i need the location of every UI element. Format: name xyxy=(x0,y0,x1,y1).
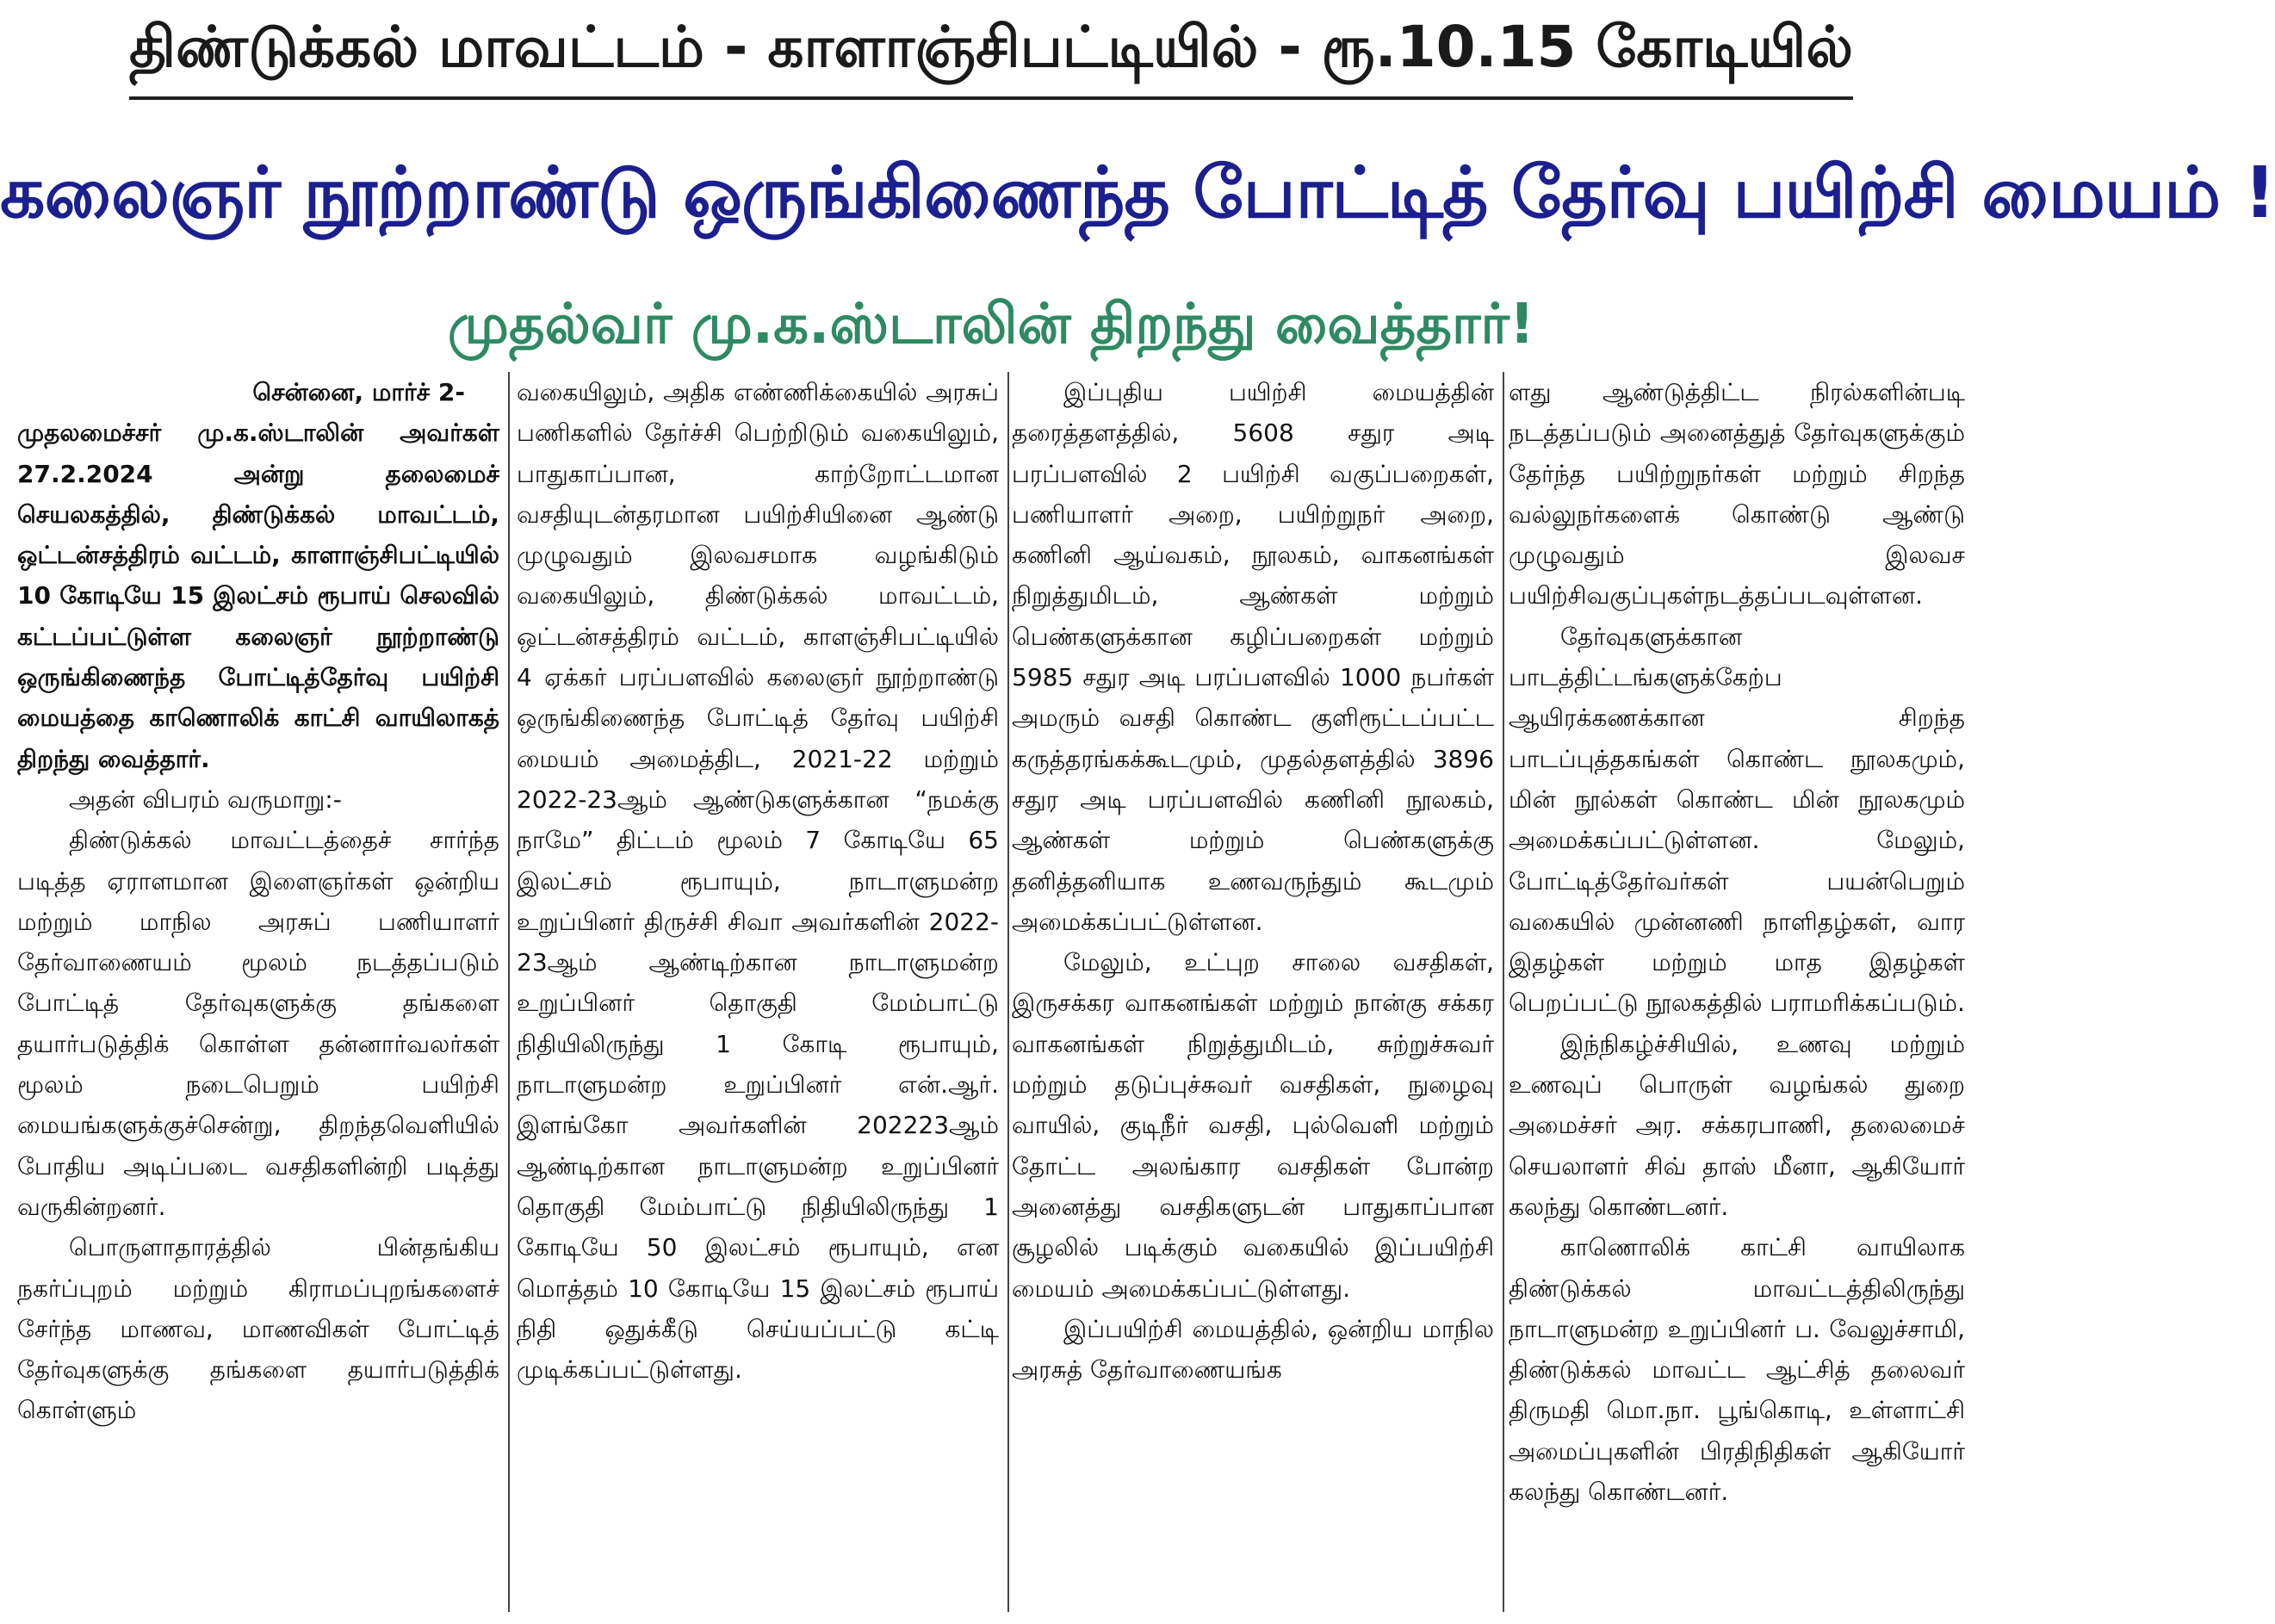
subheadline: முதல்வர் மு.க.ஸ்டாலின் திறந்து வைத்தார்! xyxy=(447,293,1535,356)
kicker-line: திண்டுக்கல் மாவட்டம் - காளாஞ்சிபட்டியில் - ரூ.10.15 கோடியில் xyxy=(128,14,1854,80)
paragraph: தேர்வுகளுக்கான பாடத்திட்டங்களுக்கேற்ப ஆயிரக்கணக்கான சிறந்த பாடப்புத்தகங்கள் கொண்ட நூலகமும், மின் நூல்கள் கொண்ட மின் நூலகமும் அமைக்கப்பட்டுள்ளன. மேலும், போட்டித்தேர்வர்கள் பயன்பெறும் வகையில் முன்னணி நாளிதழ்கள், வார இதழ்கள் மற்றும் மாத இதழ்கள் பெறப்பட்டு நூலகத்தில் பராமரிக்கப்படும். xyxy=(1509,622,1965,1018)
dateline: சென்னை, மார்ச் 2- xyxy=(252,378,465,406)
column-3 xyxy=(1012,372,1494,1612)
column-divider xyxy=(1503,372,1504,1612)
kicker-rule xyxy=(129,96,1853,100)
paragraph: மேலும், உட்புற சாலை வசதிகள், இருசக்கர வாகனங்கள் மற்றும் நான்கு சக்கர வாகனங்கள் நிறுத்துமிடம், சுற்றுச்சுவர் மற்றும் தடுப்புச்சுவர் வசதிகள், நுழைவு வாயில், குடிநீர் வசதி, புல்வெளி மற்றும் தோட்ட அலங்கார வசதிகள் போன்ற அனைத்து வசதிகளுடன் பாதுகாப்பான சூழலில் படிக்கும் வகையில் இப்பயிற்சி மையம் அமைக்கப்பட்டுள்ளது. xyxy=(1012,948,1494,1303)
paragraph: இப்புதிய பயிற்சி மையத்தின் தரைத்தளத்தில், 5608 சதுர அடி பரப்பளவில் 2 பயிற்சி வகுப்பறைகள், பணியாளர் அறை, பயிற்றுநர் அறை, கணினி ஆய்வகம், நூலகம், வாகனங்கள் நிறுத்துமிடம், ஆண்கள் மற்றும் பெண்களுக்கான கழிப்பறைகள் மற்றும் 5985 சதுர அடி பரப்பளவில் 1000 நபர்கள் அமரும் வசதி கொண்ட குளிரூட்டப்பட்ட கருத்தரங்கக்கூடமும், முதல்தளத்தில் 3896 சதுர அடி பரப்பளவில் கணினி நூலகம், ஆண்கள் மற்றும் பெண்களுக்கு தனித்தனியாக உணவருந்தும் கூடமும் அமைக்கப்பட்டுள்ளன. xyxy=(1012,378,1494,936)
paragraph: காணொலிக் காட்சி வாயிலாக திண்டுக்கல் மாவட்டத்திலிருந்து நாடாளுமன்ற உறுப்பினர் ப. வேலுச்சாமி, திண்டுக்கல் மாவட்ட ஆட்சித் தலைவர் திருமதி மொ.நா. பூங்கொடி, உள்ளாட்சி அமைப்புகளின் பிரதிநிதிகள் ஆகியோர் கலந்து கொண்டனர். xyxy=(1509,1233,1965,1507)
paragraph: இந்நிகழ்ச்சியில், உணவு மற்றும் உணவுப் பொருள் வழங்கல் துறை அமைச்சர் அர. சக்கரபாணி, தலைமைச் செயலாளர் சிவ் தாஸ் மீனா, ஆகியோர் கலந்து கொண்டனர். xyxy=(1509,1029,1965,1221)
paragraph: அதன் விபரம் வருமாறு:- xyxy=(69,784,342,814)
paragraph: பொருளாதாரத்தில் பின்தங்கிய நகர்ப்புறம் மற்றும் கிராமப்புறங்களைச் சேர்ந்த மாணவ, மாணவிகள் போட்டித் தேர்வுகளுக்கு தங்களை தயார்படுத்திக் கொள்ளும் xyxy=(17,1233,499,1425)
column-divider xyxy=(508,372,510,1612)
column-4 xyxy=(1509,372,1965,1612)
paragraph: திண்டுக்கல் மாவட்டத்தைச் சார்ந்த படித்த ஏராளமான இளைஞர்கள் ஒன்றிய மற்றும் மாநில அரசுப் பணியாளர் தேர்வாணையம் மூலம் நடத்தப்படும் போட்டித் தேர்வுகளுக்கு தங்களை தயார்படுத்திக் கொள்ள தன்னார்வலர்கள் மூலம் நடைபெறும் பயிற்சி மையங்களுக்குச்சென்று, திறந்தவெளியில் போதிய அடிப்படை வசதிகளின்றி படித்து வருகின்றனர். xyxy=(17,826,499,1221)
paragraph: வகையிலும், அதிக எண்ணிக்கையில் அரசுப் பணிகளில் தேர்ச்சி பெற்றிடும் வகையிலும், பாதுகாப்பான, காற்றோட்டமான வசதியுடன்தரமான பயிற்சியினை ஆண்டு முழுவதும் இலவசமாக வழங்கிடும் வகையிலும், திண்டுக்கல் மாவட்டம், ஒட்டன்சத்திரம் வட்டம், காளஞ்சிபட்டியில் 4 ஏக்கர் பரப்பளவில் கலைஞர் நூற்றாண்டு ஒருங்கிணைந்த போட்டித் தேர்வு பயிற்சி மையம் அமைத்திட, 2021-22 மற்றும் 2022-23ஆம் ஆண்டுகளுக்கான “நமக்கு நாமே” திட்டம் மூலம் 7 கோடியே 65 இலட்சம் ரூபாயும், நாடாளுமன்ற உறுப்பினர் திருச்சி சிவா அவர்களின் 2022-23ஆம் ஆண்டிற்கான நாடாளுமன்ற உறுப்பினர் தொகுதி மேம்பாட்டு நிதியிலிருந்து 1 கோடி ரூபாயும், நாடாளுமன்ற உறுப்பினர் என்.ஆர். இளங்கோ அவர்களின் 202223ஆம் ஆண்டிற்கான நாடாளுமன்ற உறுப்பினர் தொகுதி மேம்பாட்டு நிதியிலிருந்து 1 கோடியே 50 இலட்சம் ரூபாயும், என மொத்தம் 10 கோடியே 15 இலட்சம் ரூபாய் நிதி ஒதுக்கீடு செய்யப்பட்டு கட்டி முடிக்கப்பட்டுள்ளது. xyxy=(517,378,999,1385)
lead-paragraph: முதலமைச்சர் மு.க.ஸ்டாலின் அவர்கள் 27.2.2024 அன்று தலைமைச் செயலகத்தில், திண்டுக்கல் மாவட்டம், ஒட்டன்சத்திரம் வட்டம், காளாஞ்சிபட்டியில் 10 கோடியே 15 இலட்சம் ரூபாய் செலவில் கட்டப்பட்டுள்ள கலைஞர் நூற்றாண்டு ஒருங்கிணைந்த போட்டித்தேர்வு பயிற்சி மையத்தை காணொலிக் காட்சி வாயிலாகத் திறந்து வைத்தார். xyxy=(17,418,499,773)
paragraph: ளது ஆண்டுத்திட்ட நிரல்களின்படி நடத்தப்படும் அனைத்துத் தேர்வுகளுக்கும் தேர்ந்த பயிற்றுநர்கள் மற்றும் சிறந்த வல்லுநர்களைக் கொண்டு ஆண்டு முழுவதும் இலவச பயிற்சிவகுப்புகள்நடத்தப்படவுள்ளன. xyxy=(1509,378,1965,611)
headline: கலைஞர் நூற்றாண்டு ஒருங்கிணைந்த போட்டித் தேர்வு பயிற்சி மையம் ! xyxy=(0,152,2275,234)
paragraph: இப்பயிற்சி மையத்தில், ஒன்றிய மாநில அரசுத் தேர்வாணையங்க xyxy=(1012,1314,1494,1385)
column-divider xyxy=(1007,372,1009,1612)
column-2 xyxy=(517,372,999,1612)
column-1 xyxy=(17,372,499,1612)
